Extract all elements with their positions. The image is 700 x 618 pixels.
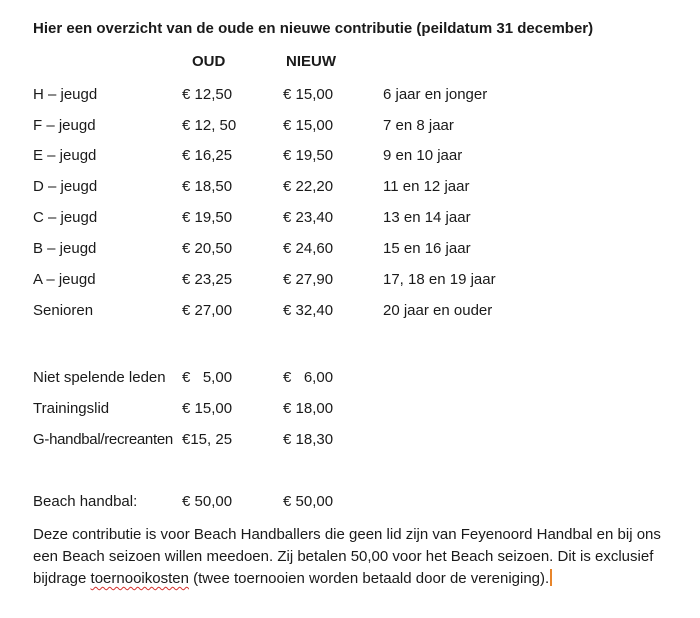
table-row — [0, 116, 700, 138]
row-label: G-handbal/recreanten — [33, 431, 173, 448]
spelling-error-word[interactable]: toernooikosten — [90, 570, 189, 587]
column-header-old: OUD — [192, 53, 226, 70]
old-fee: € 20,50 — [182, 240, 233, 257]
age-range: 6 jaar en jonger — [383, 86, 488, 103]
table-row — [0, 208, 700, 230]
age-range: 20 jaar en ouder — [383, 302, 493, 319]
row-label: H – jeugd — [33, 86, 98, 103]
table-row — [0, 301, 700, 323]
old-fee: € 27,00 — [182, 302, 233, 319]
table-row — [0, 368, 700, 390]
table-row — [0, 239, 700, 261]
paragraph-line: Deze contributie is voor Beach Handballers die geen lid zijn van Feyenoord Handbal en bij ons — [33, 526, 661, 543]
row-label: C – jeugd — [33, 209, 98, 226]
new-fee: € 18,00 — [283, 400, 334, 417]
row-label: F – jeugd — [33, 117, 96, 134]
old-fee: € 5,00 — [182, 369, 233, 386]
table-row — [0, 146, 700, 168]
beach-note-paragraph[interactable] — [33, 524, 683, 590]
table-row — [0, 85, 700, 107]
new-fee: € 6,00 — [283, 369, 334, 386]
age-range: 15 en 16 jaar — [383, 240, 471, 257]
new-fee: € 50,00 — [283, 493, 334, 510]
old-fee: €15, 25 — [182, 431, 233, 448]
table-row — [0, 399, 700, 421]
row-label: A – jeugd — [33, 271, 96, 288]
row-label: Senioren — [33, 302, 94, 319]
row-label: D – jeugd — [33, 178, 98, 195]
new-fee: € 18,30 — [283, 431, 334, 448]
new-fee: € 22,20 — [283, 178, 334, 195]
text-cursor — [550, 569, 552, 586]
age-range: 17, 18 en 19 jaar — [383, 271, 496, 288]
row-label: E – jeugd — [33, 147, 97, 164]
paragraph-line: een Beach seizoen willen meedoen. Zij betalen 50,00 voor het Beach seizoen. Dit is exclusief — [33, 548, 654, 565]
row-label: B – jeugd — [33, 240, 97, 257]
new-fee: € 32,40 — [283, 302, 334, 319]
old-fee: € 23,25 — [182, 271, 233, 288]
old-fee: € 12,50 — [182, 86, 233, 103]
old-fee: € 18,50 — [182, 178, 233, 195]
new-fee: € 23,40 — [283, 209, 334, 226]
new-fee: € 19,50 — [283, 147, 334, 164]
row-label: Trainingslid — [33, 400, 110, 417]
page-title: Hier een overzicht van de oude en nieuwe contributie (peildatum 31 december) — [33, 20, 594, 37]
paragraph-text: (twee toernooien worden betaald door de vereniging). — [188, 570, 550, 587]
column-header-new: NIEUW — [286, 53, 336, 70]
table-row — [0, 270, 700, 292]
old-fee: € 16,25 — [182, 147, 233, 164]
old-fee: € 12, 50 — [182, 117, 237, 134]
new-fee: € 24,60 — [283, 240, 334, 257]
old-fee: € 50,00 — [182, 493, 233, 510]
age-range: 13 en 14 jaar — [383, 209, 471, 226]
age-range: 7 en 8 jaar — [383, 117, 454, 134]
table-row — [0, 177, 700, 199]
new-fee: € 27,90 — [283, 271, 334, 288]
row-label: Niet spelende leden — [33, 369, 166, 386]
old-fee: € 15,00 — [182, 400, 233, 417]
new-fee: € 15,00 — [283, 117, 334, 134]
table-row — [0, 430, 700, 452]
table-row-beach — [0, 492, 700, 514]
row-label: Beach handbal: — [33, 493, 138, 510]
age-range: 9 en 10 jaar — [383, 147, 463, 164]
old-fee: € 19,50 — [182, 209, 233, 226]
age-range: 11 en 12 jaar — [383, 178, 470, 195]
paragraph-text: bijdrage — [33, 570, 91, 587]
paragraph-line — [33, 568, 683, 590]
new-fee: € 15,00 — [283, 86, 334, 103]
